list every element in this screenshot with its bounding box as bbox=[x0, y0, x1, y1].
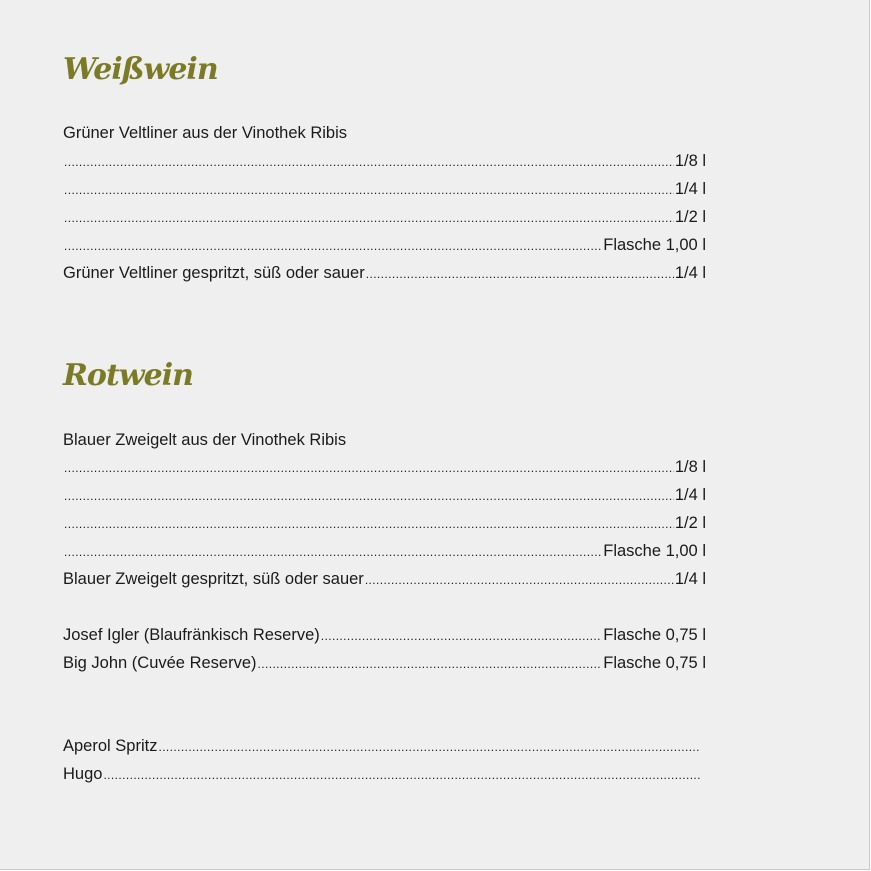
serving-size: 1/8 l bbox=[674, 152, 706, 170]
dot-leader bbox=[64, 211, 674, 225]
dot-leader bbox=[64, 239, 602, 253]
serving-size: Flasche 1,00 l bbox=[603, 236, 706, 254]
item-label: Josef Igler (Blaufränkisch Reserve) bbox=[63, 626, 320, 644]
serving-size: 1/4 l bbox=[674, 570, 706, 588]
dot-leader bbox=[321, 629, 603, 643]
dot-leader bbox=[258, 657, 603, 671]
menu-row bbox=[63, 765, 701, 787]
serving-size: 1/2 l bbox=[674, 208, 706, 226]
dot-leader bbox=[158, 740, 700, 754]
dot-leader bbox=[365, 573, 674, 587]
item-label: Grüner Veltliner gespritzt, süß oder sauer bbox=[63, 264, 365, 282]
item-label: Hugo bbox=[63, 765, 103, 783]
menu-row bbox=[63, 514, 706, 536]
menu-row bbox=[63, 180, 706, 202]
serving-size: 1/4 l bbox=[674, 264, 706, 282]
section-title-rotwein: Rotwein bbox=[63, 358, 193, 393]
dot-leader bbox=[64, 183, 674, 197]
wine-intro-label: Blauer Zweigelt aus der Vinothek Ribis bbox=[63, 431, 347, 449]
menu-row bbox=[63, 570, 706, 592]
menu-row bbox=[63, 654, 706, 676]
menu-row bbox=[63, 264, 706, 286]
wine-intro-weisswein bbox=[63, 124, 347, 146]
serving-size: 1/2 l bbox=[674, 514, 706, 532]
dot-leader bbox=[64, 489, 674, 503]
dot-leader bbox=[103, 768, 700, 782]
menu-row bbox=[63, 737, 701, 759]
serving-size: Flasche 1,00 l bbox=[603, 542, 706, 560]
wine-intro-rotwein bbox=[63, 431, 346, 453]
menu-row bbox=[63, 458, 706, 480]
menu-row bbox=[63, 152, 706, 174]
item-label: Aperol Spritz bbox=[63, 737, 158, 755]
menu-row bbox=[63, 542, 706, 564]
serving-size: 1/8 l bbox=[674, 458, 706, 476]
dot-leader bbox=[64, 517, 674, 531]
serving-size: Flasche 0,75 l bbox=[603, 626, 706, 644]
wine-intro-label: Grüner Veltliner aus der Vinothek Ribis bbox=[63, 124, 348, 142]
serving-size: Flasche 0,75 l bbox=[603, 654, 706, 672]
menu-row bbox=[63, 626, 706, 648]
menu-row bbox=[63, 236, 706, 258]
serving-size: 1/4 l bbox=[674, 180, 706, 198]
item-label: Blauer Zweigelt gespritzt, süß oder sauer bbox=[63, 570, 364, 588]
item-label: Big John (Cuvée Reserve) bbox=[63, 654, 257, 672]
section-title-weisswein: Weißwein bbox=[63, 52, 218, 87]
menu-row bbox=[63, 208, 706, 230]
dot-leader bbox=[366, 267, 674, 281]
menu-row bbox=[63, 486, 706, 508]
dot-leader bbox=[64, 461, 674, 475]
dot-leader bbox=[64, 545, 602, 559]
dot-leader bbox=[64, 155, 674, 169]
serving-size: 1/4 l bbox=[674, 486, 706, 504]
